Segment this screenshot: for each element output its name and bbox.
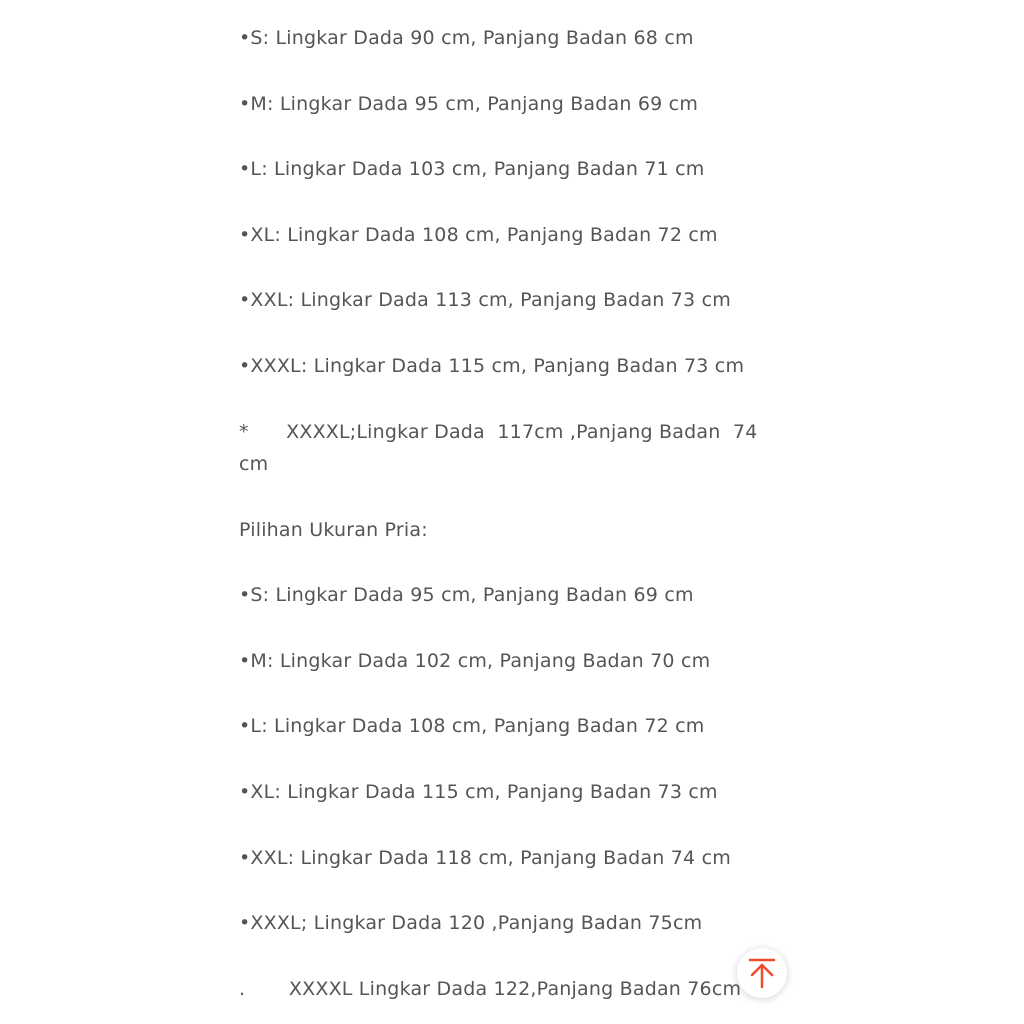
size-line-men-xxl: •XXL: Lingkar Dada 118 cm, Panjang Badan 74 cm <box>239 847 731 869</box>
size-line-men-s: •S: Lingkar Dada 95 cm, Panjang Badan 69 cm <box>239 584 694 606</box>
size-line-men-l: •L: Lingkar Dada 108 cm, Panjang Badan 72 cm <box>239 715 705 737</box>
size-line-women-xxxxl: * XXXXL;Lingkar Dada 117cm ,Panjang Badan 74 cm <box>239 421 764 475</box>
size-line-women-xl: •XL: Lingkar Dada 108 cm, Panjang Badan 72 cm <box>239 224 718 246</box>
size-line-women-l: •L: Lingkar Dada 103 cm, Panjang Badan 71 cm <box>239 158 705 180</box>
size-line-women-s: •S: Lingkar Dada 90 cm, Panjang Badan 68 cm <box>239 27 694 49</box>
size-line-women-xxl: •XXL: Lingkar Dada 113 cm, Panjang Badan 73 cm <box>239 289 731 311</box>
section-heading-men-sizes: Pilihan Ukuran Pria: <box>239 519 428 541</box>
arrow-up-to-top-icon <box>748 957 776 989</box>
size-line-women-m: •M: Lingkar Dada 95 cm, Panjang Badan 69 cm <box>239 93 699 115</box>
size-line-men-xxxl: •XXXL; Lingkar Dada 120 ,Panjang Badan 75cm <box>239 912 703 934</box>
size-line-men-xxxxl: . XXXXL Lingkar Dada 122,Panjang Badan 76cm <box>239 978 742 1000</box>
size-line-men-m: •M: Lingkar Dada 102 cm, Panjang Badan 70 cm <box>239 650 711 672</box>
size-line-men-xl: •XL: Lingkar Dada 115 cm, Panjang Badan 73 cm <box>239 781 718 803</box>
scroll-to-top-button[interactable] <box>737 948 787 998</box>
size-line-women-xxxl: •XXXL: Lingkar Dada 115 cm, Panjang Badan 73 cm <box>239 355 745 377</box>
